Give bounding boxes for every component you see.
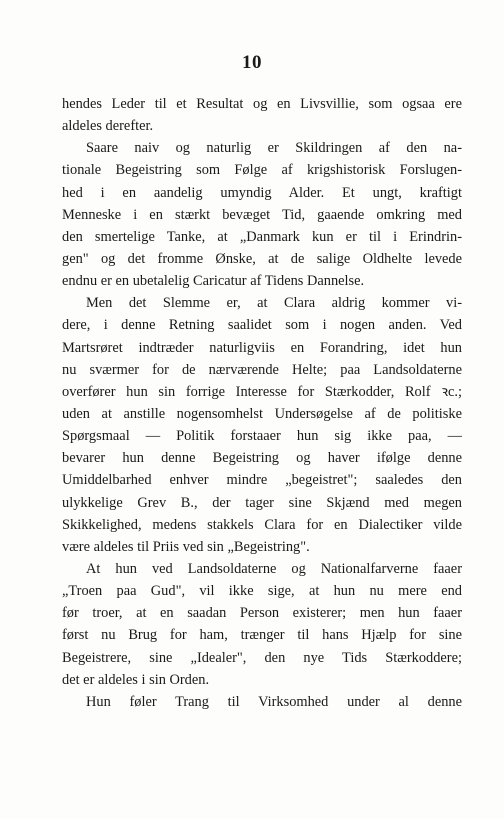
text-line: endnu er en ubetalelig Caricatur af Tidens Dannelse. — [62, 273, 365, 290]
text-line: hendes Leder til et Resultat og en Livsvillie, som ogsaa ere — [62, 96, 462, 112]
text-line: Saare naiv og naturlig er Skildringen af den na- — [86, 140, 462, 157]
text-line: hed i en aandelig umyndig Alder. Et ungt, kraftigt — [62, 184, 462, 201]
text-line: være aldeles til Priis ved sin „Begeistring". — [62, 538, 310, 555]
text-line: Men det Slemme er, at Clara aldrig kommer vi- — [86, 295, 462, 312]
text-line: Menneske i en stærkt bevæget Tid, gaaende omkring med — [62, 206, 462, 223]
text-line: det er aldeles i sin Orden. — [62, 671, 210, 688]
text-line: aldeles derefter. — [62, 118, 154, 135]
text-line: At hun ved Landsoldaterne og Nationalfarverne faaer — [86, 560, 462, 577]
text-line: dere, i denne Retning saalidet som i nogen anden. Ved — [62, 317, 462, 334]
text-line: uden at anstille nogensomhelst Undersøgelse af de politiske — [62, 405, 462, 422]
text-line: ulykkelige Grev B., der tager sine Skjænd med megen — [62, 494, 462, 511]
page-number: 10 — [242, 52, 262, 73]
text-line: Skikkelighed, medens stakkels Clara for en Dialectiker vilde — [62, 516, 462, 533]
text-line: Hun føler Trang til Virksomhed under al denne — [86, 693, 462, 710]
text-line: først nu Brug for ham, trænger til hans Hjælp for sine — [62, 627, 462, 644]
text-line: „Troen paa Gud", vil ikke sige, at hun nu mere end — [62, 583, 462, 600]
text-line: overfører hun sin forrige Interesse for Stærkodder, Rolf ꝛc.; — [62, 383, 462, 400]
text-line: den smertelige Tanke, at „Danmark kun er til i Erindrin- — [62, 228, 462, 245]
text-line: før troer, at en saadan Person existerer; men hun faaer — [62, 605, 462, 622]
text-line: bevarer hun denne Begeistring og haver ifølge denne — [62, 450, 462, 467]
text-line: tionale Begeistring som Følge af krigshistorisk Forslugen- — [62, 162, 462, 179]
text-line: gen" og det fromme Ønske, at de salige Oldhelte levede — [62, 250, 462, 267]
text-line: Begeistrere, sine „Idealer", den nye Tids Stærkoddere; — [62, 649, 462, 666]
text-line: Spørgsmaal — Politik forstaaer hun sig ikke paa, — — [62, 428, 462, 445]
text-line: nu sværmer for de nærværende Helte; paa Landsoldaterne — [62, 361, 462, 378]
text-line: Umiddelbarhed enhver mindre „begeistret"; saaledes den — [62, 472, 462, 489]
body-text — [62, 93, 462, 713]
text-line: Martsrøret indtræder naturligviis en Forandring, idet hun — [62, 339, 462, 356]
